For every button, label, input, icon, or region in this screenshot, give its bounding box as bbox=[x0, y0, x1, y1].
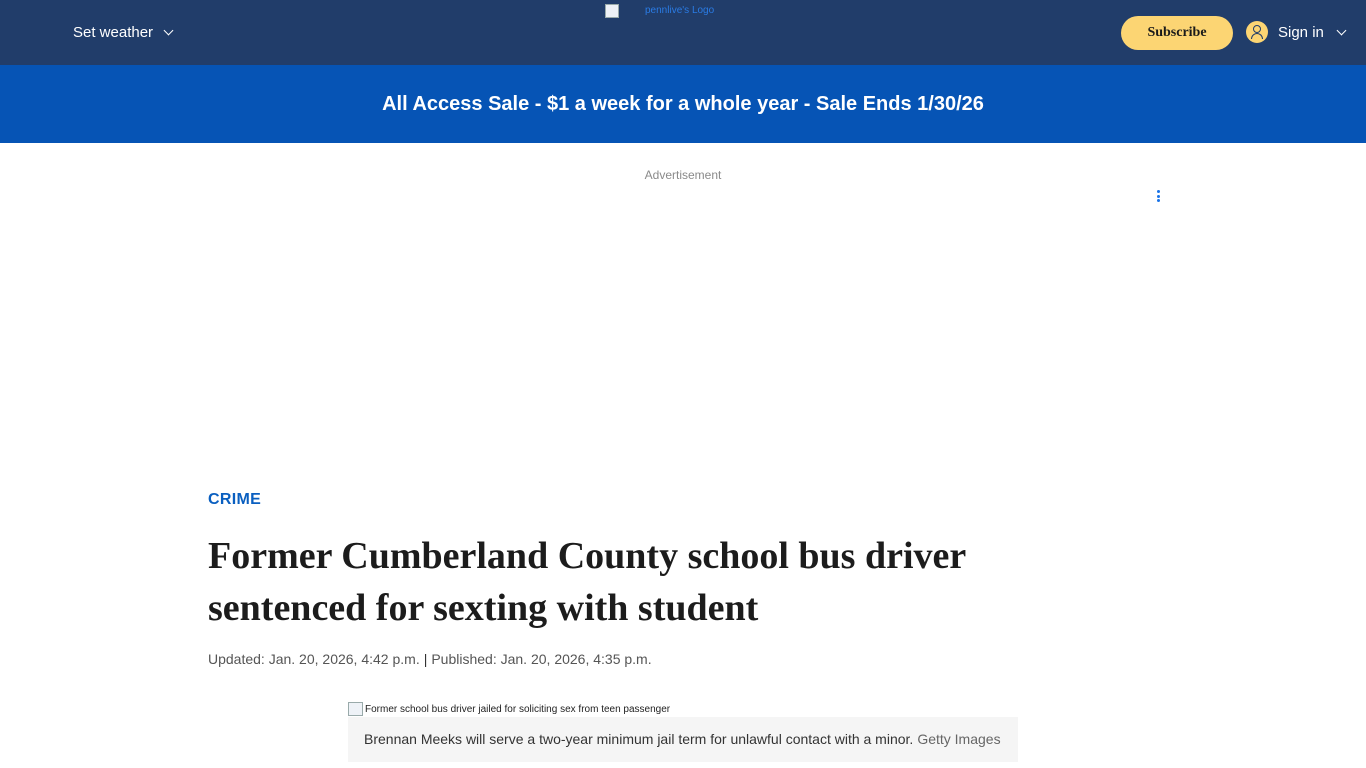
advertisement-label: Advertisement bbox=[644, 168, 722, 182]
chevron-down-icon bbox=[1336, 25, 1346, 35]
logo-alt-text: pennlive's Logo bbox=[645, 5, 715, 16]
published-date: Published: Jan. 20, 2026, 4:35 p.m. bbox=[431, 651, 652, 667]
sign-in-label: Sign in bbox=[1278, 23, 1324, 41]
caption-text: Brennan Meeks will serve a two-year minimum jail term for unlawful contact with a minor. bbox=[364, 731, 914, 747]
ad-options-icon[interactable] bbox=[1157, 190, 1161, 202]
section-link-crime[interactable]: CRIME bbox=[208, 491, 262, 508]
set-weather-label: Set weather bbox=[73, 24, 154, 41]
article-photo[interactable] bbox=[348, 702, 670, 716]
article-headline: Former Cumberland County school bus driver sentenced for sexting with student bbox=[208, 535, 966, 629]
subscribe-button[interactable]: Subscribe bbox=[1121, 16, 1233, 50]
user-avatar-icon bbox=[1246, 21, 1268, 43]
photo-alt-text: Former school bus driver jailed for soliciting sex from teen passenger bbox=[365, 703, 671, 715]
photo-caption bbox=[348, 717, 1018, 762]
photo-credit: Getty Images bbox=[917, 731, 1001, 747]
sale-banner-text: All Access Sale - $1 a week for a whole year - Sale Ends 1/30/26 bbox=[382, 92, 984, 115]
broken-image-icon bbox=[348, 702, 363, 716]
set-weather-dropdown[interactable] bbox=[73, 24, 172, 41]
updated-date: Updated: Jan. 20, 2026, 4:42 p.m. bbox=[208, 651, 420, 667]
site-logo[interactable] bbox=[605, 4, 714, 18]
sale-banner[interactable] bbox=[0, 65, 1366, 143]
sign-in-button[interactable] bbox=[1246, 21, 1345, 43]
top-nav-bar bbox=[0, 0, 1366, 65]
date-separator: | bbox=[423, 651, 428, 667]
chevron-down-icon bbox=[164, 26, 174, 36]
article-dates bbox=[208, 651, 652, 667]
broken-image-icon bbox=[605, 4, 619, 18]
